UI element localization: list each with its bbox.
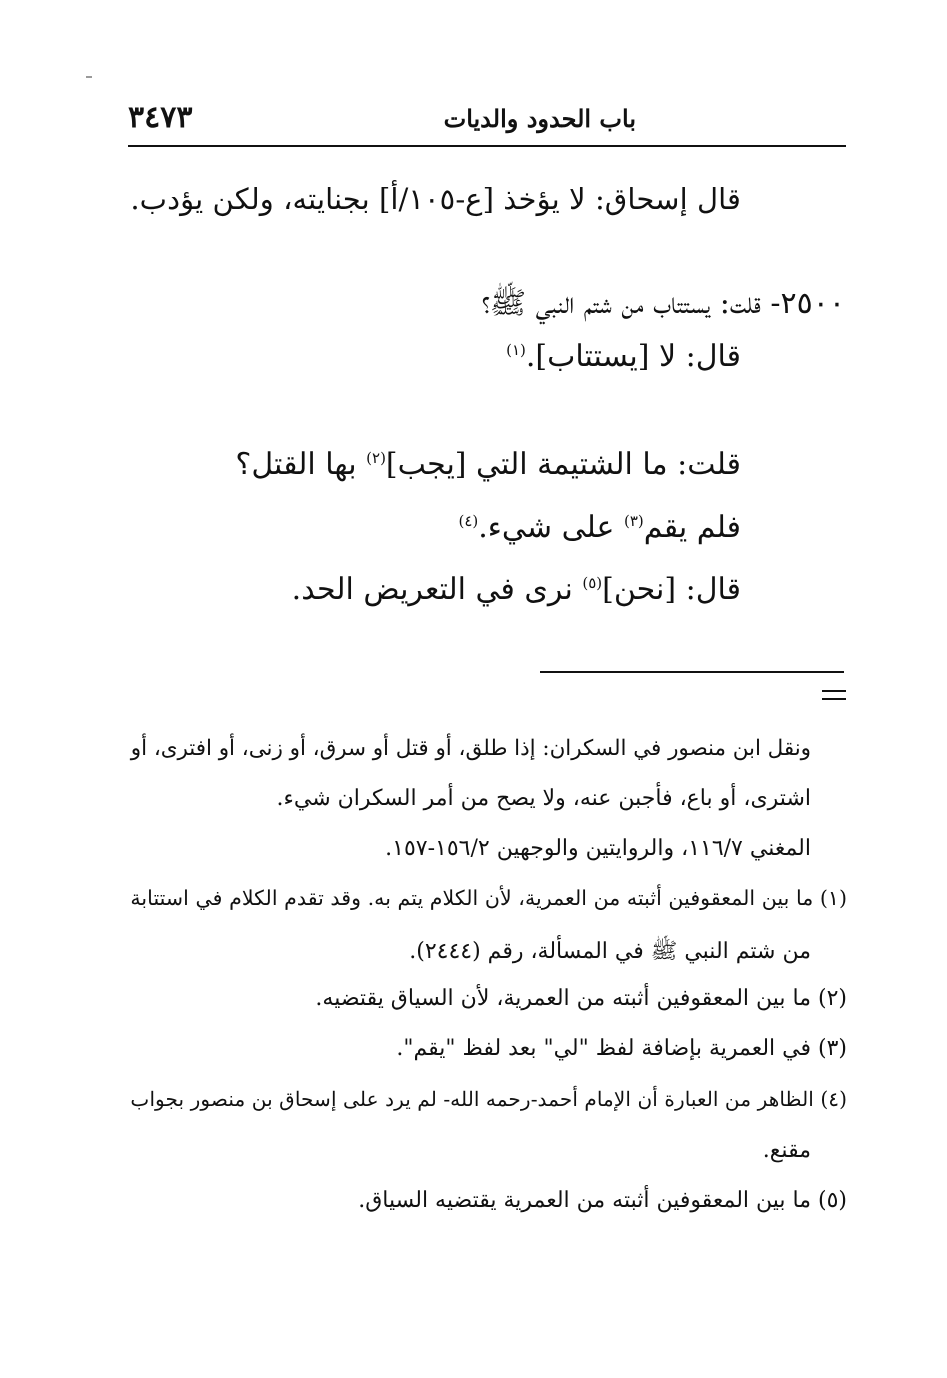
- footnote-1-line-1: (١) ما بين المعقوفين أثبته من العمرية، لأن الكلام يتم به. وقد تقدم الكلام في استتابة: [130, 886, 847, 910]
- footnote-4-line-1: (٤) الظاهر من العبارة أن الإمام أحمد-رحمه الله- لم يرد على إسحاق بن منصور بجواب: [130, 1087, 847, 1111]
- question-shatima-end: بها القتل؟: [235, 447, 367, 482]
- footnote-ref-4: (٤): [458, 512, 479, 530]
- scan-speck: [86, 76, 92, 78]
- question-number: ٢٥٠٠-: [770, 286, 845, 321]
- answer-text: قال: لا [يستتاب].: [525, 339, 741, 374]
- body-paragraph-ishaq: قال إسحاق: لا يؤخذ [ع-١٠٥/أ] بجنايته، ولكن يؤدب.: [130, 182, 741, 216]
- footnote-continuation-line-3: المغني ١١٦/٧، والروايتين والوجهين ١٥٦/٢-١٥٧.: [385, 836, 811, 861]
- question-shatima: [235, 447, 741, 482]
- line-lam-yaqum: [458, 510, 741, 545]
- page-header: [128, 98, 846, 142]
- line-nahnu: [292, 572, 741, 607]
- footnote-2: (٢) ما بين المعقوفين أثبته من العمرية، لأن السياق يقتضيه.: [315, 986, 847, 1011]
- footnote-4-line-2: مقنع.: [762, 1138, 811, 1163]
- footnote-ref-5: (٥): [582, 574, 603, 592]
- tarid-text: نرى في التعريض الحد.: [291, 572, 583, 607]
- footnote-3: (٣) في العمرية بإضافة لفظ "لي" بعد لفظ "يقم".: [396, 1036, 847, 1061]
- footnote-5: (٥) ما بين المعقوفين أثبته من العمرية يقتضيه السياق.: [358, 1188, 847, 1213]
- nahnu-text: قال: [نحن]: [602, 572, 741, 607]
- question-shatima-text: قلت: ما الشتيمة التي [يجب]: [385, 447, 741, 482]
- footnote-separator: [540, 671, 844, 673]
- footnote-ref-2: (٢): [366, 449, 386, 467]
- footnote-continuation-line-2: اشترى، أو باع، فأجبن عنه، ولا يصح من أمر السكران شيء.: [276, 786, 811, 811]
- page-number: ٣٤٧٣: [128, 100, 193, 135]
- footnote-ref-1: (١): [506, 341, 526, 359]
- footnote-1-line-2: من شتم النبي ﷺ في المسألة، رقم (٢٤٤٤).: [409, 939, 811, 964]
- ala-shay-text: على شيء.: [478, 510, 624, 545]
- footnote-continuation-line-1: ونقل ابن منصور في السكران: إذا طلق، أو قتل أو سرق، أو زنى، أو افترى، أو: [130, 736, 811, 761]
- chapter-title: باب الحدود والديات: [443, 104, 636, 133]
- question-2500: [482, 285, 845, 328]
- answer-2500: [506, 339, 741, 374]
- header-rule: [128, 145, 846, 147]
- question-text: قلت: يستتاب من شتم النبي ﷺ؟: [481, 286, 761, 321]
- lam-yaqum-text: فلم يقم: [643, 510, 741, 545]
- footnote-ref-3: (٣): [623, 512, 644, 530]
- continuation-mark: [822, 690, 846, 704]
